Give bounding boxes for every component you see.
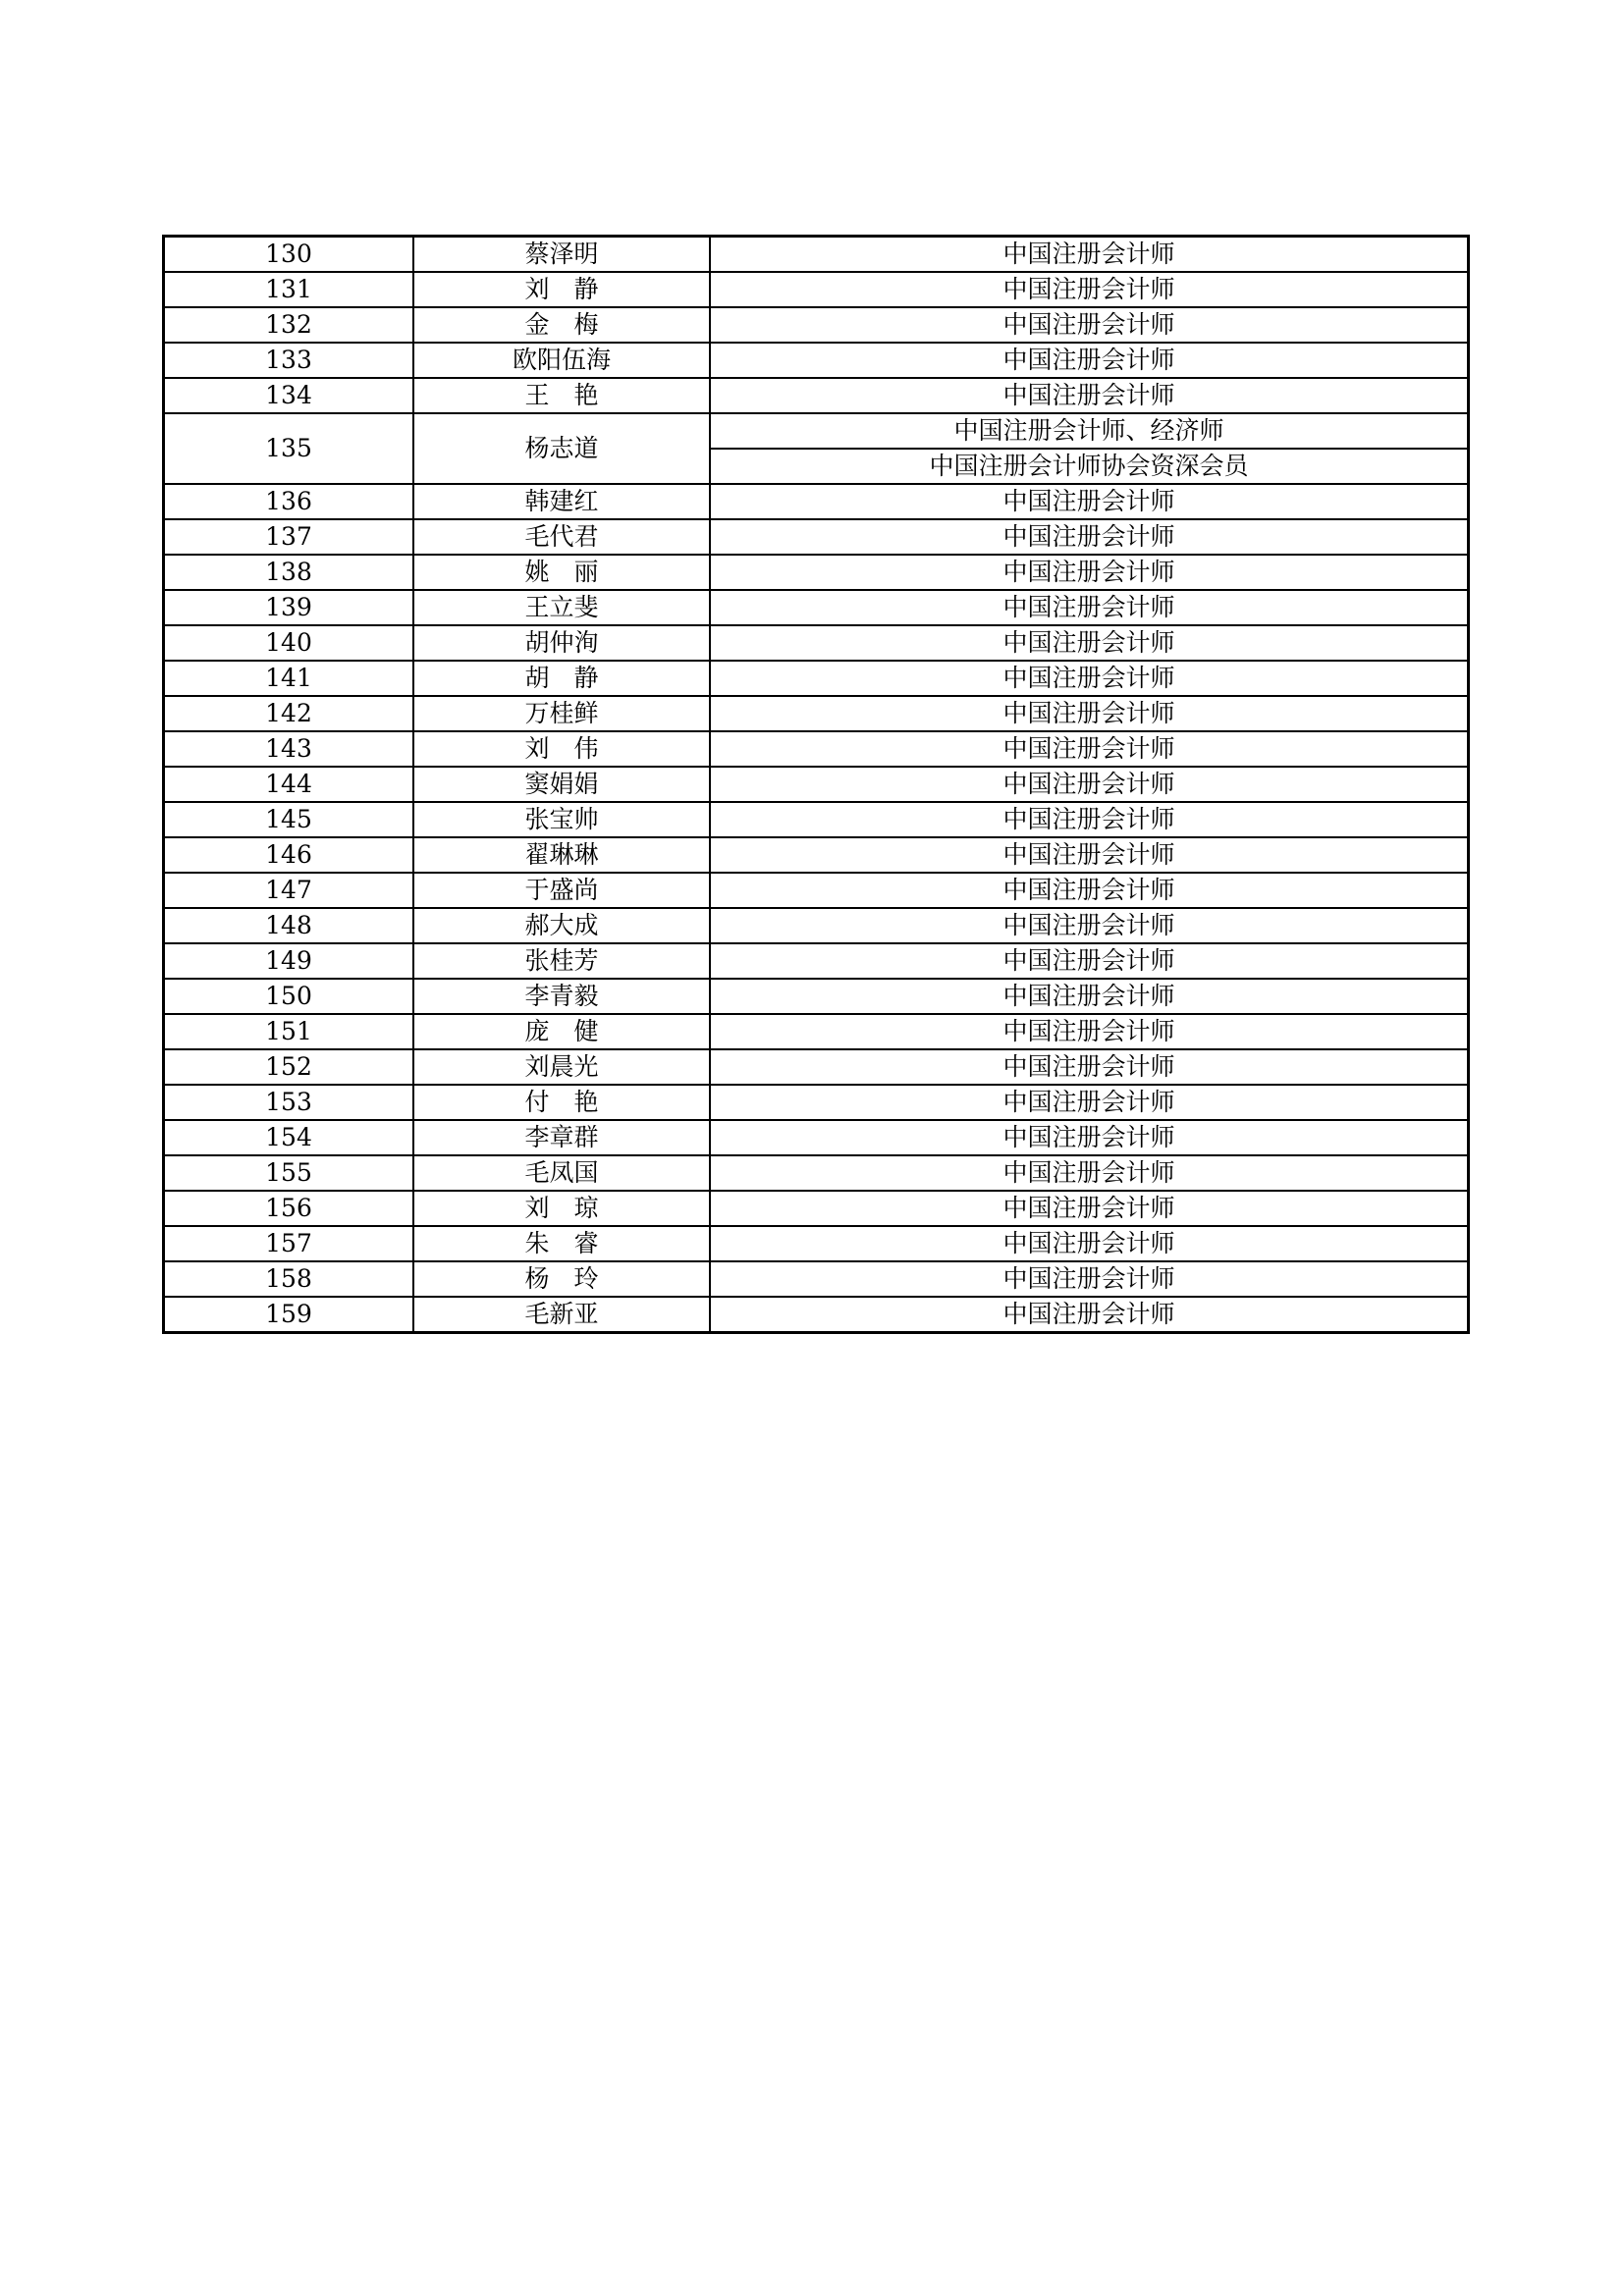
table-row bbox=[164, 590, 1469, 625]
table-row bbox=[164, 767, 1469, 802]
name-cell: 朱 睿 bbox=[413, 1226, 710, 1261]
table-row bbox=[164, 908, 1469, 943]
name-cell: 万桂鲜 bbox=[413, 696, 710, 731]
name-cell: 张桂芳 bbox=[413, 943, 710, 979]
name-cell: 金 梅 bbox=[413, 307, 710, 343]
name-cell: 刘 伟 bbox=[413, 731, 710, 767]
row-number-cell: 139 bbox=[164, 590, 414, 625]
table-row bbox=[164, 625, 1469, 661]
qualification-cell: 中国注册会计师 bbox=[710, 307, 1469, 343]
table-row bbox=[164, 1085, 1469, 1120]
table-row bbox=[164, 237, 1469, 273]
name-cell: 张宝帅 bbox=[413, 802, 710, 837]
table-row bbox=[164, 1155, 1469, 1191]
row-number-cell: 131 bbox=[164, 272, 414, 307]
table-row bbox=[164, 1261, 1469, 1297]
qualification-cell: 中国注册会计师 bbox=[710, 237, 1469, 273]
table-row bbox=[164, 661, 1469, 696]
name-cell: 李章群 bbox=[413, 1120, 710, 1155]
row-number-cell: 133 bbox=[164, 343, 414, 378]
row-number-cell: 145 bbox=[164, 802, 414, 837]
name-cell: 毛新亚 bbox=[413, 1297, 710, 1333]
qualification-cell: 中国注册会计师 bbox=[710, 908, 1469, 943]
qualification-cell: 中国注册会计师 bbox=[710, 837, 1469, 873]
name-cell: 胡仲洵 bbox=[413, 625, 710, 661]
qualification-cell: 中国注册会计师 bbox=[710, 943, 1469, 979]
row-number-cell: 154 bbox=[164, 1120, 414, 1155]
qualification-cell: 中国注册会计师 bbox=[710, 625, 1469, 661]
table-row bbox=[164, 979, 1469, 1014]
qualification-cell: 中国注册会计师 bbox=[710, 1155, 1469, 1191]
qualification-cell: 中国注册会计师 bbox=[710, 555, 1469, 590]
table-row bbox=[164, 1120, 1469, 1155]
qualification-cell: 中国注册会计师 bbox=[710, 979, 1469, 1014]
qualification-cell: 中国注册会计师 bbox=[710, 272, 1469, 307]
row-number-cell: 158 bbox=[164, 1261, 414, 1297]
row-number-cell: 157 bbox=[164, 1226, 414, 1261]
row-number-cell: 144 bbox=[164, 767, 414, 802]
row-number-cell: 137 bbox=[164, 519, 414, 555]
name-cell: 翟琳琳 bbox=[413, 837, 710, 873]
name-cell: 姚 丽 bbox=[413, 555, 710, 590]
row-number-cell: 149 bbox=[164, 943, 414, 979]
qualification-cell: 中国注册会计师 bbox=[710, 1226, 1469, 1261]
qualification-cell: 中国注册会计师 bbox=[710, 590, 1469, 625]
qualification-cell: 中国注册会计师、经济师 bbox=[710, 413, 1469, 449]
row-number-cell: 130 bbox=[164, 237, 414, 273]
row-number-cell: 153 bbox=[164, 1085, 414, 1120]
table-row bbox=[164, 378, 1469, 413]
qualification-cell: 中国注册会计师 bbox=[710, 767, 1469, 802]
name-cell: 胡 静 bbox=[413, 661, 710, 696]
table-row bbox=[164, 484, 1469, 519]
name-cell: 杨志道 bbox=[413, 413, 710, 484]
name-cell: 刘 琼 bbox=[413, 1191, 710, 1226]
row-number-cell: 155 bbox=[164, 1155, 414, 1191]
row-number-cell: 135 bbox=[164, 413, 414, 484]
qualification-cell: 中国注册会计师 bbox=[710, 519, 1469, 555]
row-number-cell: 132 bbox=[164, 307, 414, 343]
table-row bbox=[164, 272, 1469, 307]
table-row bbox=[164, 307, 1469, 343]
table-row bbox=[164, 837, 1469, 873]
row-number-cell: 156 bbox=[164, 1191, 414, 1226]
name-cell: 李青毅 bbox=[413, 979, 710, 1014]
name-cell: 于盛尚 bbox=[413, 873, 710, 908]
row-number-cell: 150 bbox=[164, 979, 414, 1014]
row-number-cell: 136 bbox=[164, 484, 414, 519]
row-number-cell: 134 bbox=[164, 378, 414, 413]
qualification-cell: 中国注册会计师 bbox=[710, 1085, 1469, 1120]
name-cell: 庞 健 bbox=[413, 1014, 710, 1049]
table-row bbox=[164, 519, 1469, 555]
table-row bbox=[164, 343, 1469, 378]
name-cell: 杨 玲 bbox=[413, 1261, 710, 1297]
row-number-cell: 142 bbox=[164, 696, 414, 731]
qualification-cell: 中国注册会计师 bbox=[710, 802, 1469, 837]
name-cell: 窦娟娟 bbox=[413, 767, 710, 802]
name-cell: 付 艳 bbox=[413, 1085, 710, 1120]
name-cell: 刘 静 bbox=[413, 272, 710, 307]
table-row bbox=[164, 943, 1469, 979]
name-cell: 毛凤国 bbox=[413, 1155, 710, 1191]
name-cell: 欧阳伍海 bbox=[413, 343, 710, 378]
table-row bbox=[164, 1014, 1469, 1049]
qualification-cell: 中国注册会计师 bbox=[710, 484, 1469, 519]
table-row bbox=[164, 1191, 1469, 1226]
name-cell: 蔡泽明 bbox=[413, 237, 710, 273]
table-row bbox=[164, 731, 1469, 767]
table-row bbox=[164, 696, 1469, 731]
qualification-cell: 中国注册会计师 bbox=[710, 1014, 1469, 1049]
roster-table bbox=[162, 235, 1470, 1334]
row-number-cell: 141 bbox=[164, 661, 414, 696]
name-cell: 刘晨光 bbox=[413, 1049, 710, 1085]
row-number-cell: 159 bbox=[164, 1297, 414, 1333]
row-number-cell: 143 bbox=[164, 731, 414, 767]
row-number-cell: 152 bbox=[164, 1049, 414, 1085]
qualification-cell: 中国注册会计师协会资深会员 bbox=[710, 449, 1469, 484]
qualification-cell: 中国注册会计师 bbox=[710, 343, 1469, 378]
qualification-cell: 中国注册会计师 bbox=[710, 661, 1469, 696]
table-row bbox=[164, 1297, 1469, 1333]
qualification-cell: 中国注册会计师 bbox=[710, 873, 1469, 908]
table-row bbox=[164, 873, 1469, 908]
name-cell: 毛代君 bbox=[413, 519, 710, 555]
row-number-cell: 146 bbox=[164, 837, 414, 873]
row-number-cell: 138 bbox=[164, 555, 414, 590]
name-cell: 郝大成 bbox=[413, 908, 710, 943]
table-row bbox=[164, 1049, 1469, 1085]
name-cell: 王 艳 bbox=[413, 378, 710, 413]
qualification-cell: 中国注册会计师 bbox=[710, 696, 1469, 731]
row-number-cell: 147 bbox=[164, 873, 414, 908]
table-row bbox=[164, 1226, 1469, 1261]
qualification-cell: 中国注册会计师 bbox=[710, 1049, 1469, 1085]
row-number-cell: 151 bbox=[164, 1014, 414, 1049]
table-row bbox=[164, 802, 1469, 837]
qualification-cell: 中国注册会计师 bbox=[710, 1297, 1469, 1333]
name-cell: 王立斐 bbox=[413, 590, 710, 625]
qualification-cell: 中国注册会计师 bbox=[710, 1120, 1469, 1155]
name-cell: 韩建红 bbox=[413, 484, 710, 519]
roster-table-body bbox=[164, 237, 1469, 1333]
qualification-cell: 中国注册会计师 bbox=[710, 1191, 1469, 1226]
qualification-cell: 中国注册会计师 bbox=[710, 731, 1469, 767]
row-number-cell: 140 bbox=[164, 625, 414, 661]
row-number-cell: 148 bbox=[164, 908, 414, 943]
qualification-cell: 中国注册会计师 bbox=[710, 1261, 1469, 1297]
table-row bbox=[164, 413, 1469, 449]
qualification-cell: 中国注册会计师 bbox=[710, 378, 1469, 413]
table-row bbox=[164, 555, 1469, 590]
